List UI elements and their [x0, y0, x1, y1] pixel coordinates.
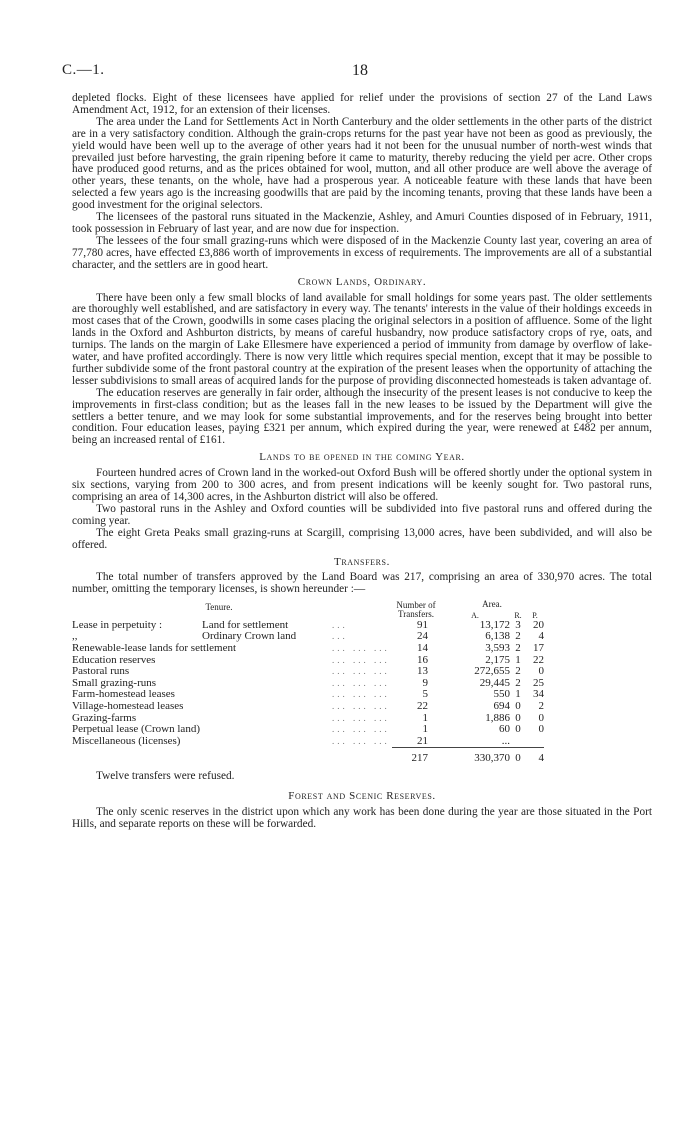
perches-cell: 0: [538, 665, 544, 678]
total-acres: 330,370: [440, 748, 510, 765]
tenure-cell: Farm-homestead leases: [72, 688, 175, 701]
roods-cell: 2: [515, 642, 521, 655]
roods-cell: 3: [515, 618, 521, 631]
page-header: [62, 62, 652, 82]
number-of-transfers-cell: 14: [417, 642, 428, 655]
leader-dots: ...: [332, 631, 348, 642]
heading-forest-scenic: Forest and Scenic Reserves.: [288, 789, 436, 802]
heading-lands-to-be-opened: Lands to be opened in the coming Year.: [259, 451, 465, 464]
acres-cell: 29,445: [479, 676, 510, 689]
tenure-subtype-cell: Land for settlement: [202, 618, 289, 631]
table-row: [46, 724, 544, 736]
heading-transfers: Transfers.: [334, 555, 390, 568]
perches-cell: 2: [538, 700, 544, 712]
tenure-cell: Miscellaneous (licenses): [72, 735, 181, 748]
tenure-cell: Grazing-farms: [72, 711, 137, 724]
leader-dots: ... ... ...: [332, 666, 390, 677]
leader-dots: ... ... ...: [332, 677, 390, 688]
roods-cell: 0: [515, 711, 521, 724]
number-of-transfers-cell: 5: [422, 688, 428, 701]
table-row: [46, 701, 544, 713]
column-area: Area.: [482, 599, 502, 610]
document-reference: C.—1.: [62, 62, 105, 78]
transfers-refused: Twelve transfers were refused.: [96, 769, 235, 782]
table-total-row: [46, 748, 544, 765]
leader-dots: ... ... ...: [332, 643, 390, 654]
number-of-transfers-cell: 1: [422, 711, 428, 724]
leader-dots: ... ... ...: [332, 736, 390, 747]
perches-cell: 34: [533, 688, 544, 701]
unit-acres: A.: [471, 610, 479, 620]
paragraph-p1: depleted flocks. Eight of these licensees have applied for relief under the provisions of section 27 of the Land Laws Amendment Act, 1912, for an extension of their licenses.: [72, 92, 652, 116]
acres-cell: ...: [501, 734, 510, 747]
tenure-cell: Pastoral runs: [72, 665, 130, 678]
page-number: 18: [352, 62, 368, 79]
paragraph-group-intro: [72, 93, 652, 272]
paragraph-p5: There have been only a few small blocks of land available for small holdings for some years past. The older settlements are thoroughly well established, and are satisfactory in every way. The tenants' interests in the value of their holdings exceeds in most cases that of the Crown, goodwills in some cases placing the original selectors in a position of affluence. Some of the light lands in the Oxford and Ashburton districts, by means of careful husbandry, now produce satisfactory crops of rye, oats, and turnips. The lands on the margin of Lake Ellesmere have experienced a period of immunity from damage by overflow of lake-water, and have profited accordingly. There is now very little which requires special mention, except that it may be possible to further subdivide some of the front pastoral country at the expiration of the present leases when the opportunity of attaching the lesser subdivisions to small areas of acquired lands for the purpose of providing disconnected homesteads is taken advantage of.: [72, 291, 652, 387]
number-of-transfers-cell: 24: [417, 630, 428, 643]
roods-cell: [510, 736, 526, 748]
leader-dots: ... ... ...: [332, 689, 390, 700]
transfers-intro: The total number of transfers approved by the Land Board was 217, comprising an area of 330,970 acres. The total number, omitting the temporary licenses, is shown hereunder :—: [72, 571, 652, 596]
paragraph-group-forest: [72, 807, 652, 831]
perches-cell: 4: [538, 630, 544, 643]
transfers-table: [46, 599, 544, 765]
perches-cell: 17: [533, 642, 544, 655]
number-of-transfers-cell: 22: [417, 700, 428, 712]
total-perches: 4: [526, 748, 544, 765]
column-number-of-transfers: Number of Transfers.: [396, 599, 436, 619]
leader-dots: ...: [332, 619, 348, 630]
body-text: [72, 93, 652, 831]
paragraph-p8: Two pastoral runs in the Ashley and Oxford counties will be subdivided into five pastoral runs and offered during the coming year.: [72, 502, 652, 527]
acres-cell: 60: [499, 723, 510, 736]
tenure-cell: Perpetual lease (Crown land): [72, 723, 200, 736]
unit-perches: P.: [532, 610, 538, 620]
roods-cell: 1: [515, 688, 521, 701]
unit-roods: R.: [514, 610, 522, 620]
acres-cell: 550: [493, 688, 510, 701]
number-of-transfers-cell: 13: [417, 665, 428, 678]
column-tenure: Tenure.: [205, 602, 233, 613]
paragraph-p6: The education reserves are generally in fair order, although the insecurity of the present leases is not conducive to keep the improvements in first-class condition; but as the leases fall in the new leases to be issued by the Department will give the settlers a better tenure, and we may look for some substantial improvements, and for the reserves being brought into better condition. Four education leases, paying £321 per annum, which expired during the year, were renewed at £482 per annum, being an increased rental of £161.: [72, 386, 652, 447]
table-row: [46, 643, 544, 655]
number-of-transfers-cell: 1: [422, 723, 428, 736]
roods-cell: 2: [515, 665, 521, 678]
roods-cell: 1: [515, 653, 521, 666]
table-row: [46, 736, 544, 748]
tenure-cell: Lease in perpetuity :: [72, 618, 163, 631]
leader-dots: ... ... ...: [332, 654, 390, 665]
acres-cell: 694: [493, 700, 510, 712]
perches-cell: 22: [533, 653, 544, 666]
perches-cell: 20: [533, 618, 544, 631]
heading-crown-lands: Crown Lands, Ordinary.: [297, 275, 427, 288]
leader-dots: ... ... ...: [332, 712, 390, 723]
leader-dots: ... ... ...: [332, 724, 390, 735]
paragraph-p3: The licensees of the pastoral runs situated in the Mackenzie, Ashley, and Amuri Counties disposed of in February, 1911, took possession in February of last year, and are now due for inspection.: [72, 211, 652, 235]
acres-cell: 2,175: [485, 653, 510, 666]
paragraph-group-lands-opened: [72, 468, 652, 551]
acres-cell: 13,172: [479, 618, 510, 631]
number-of-transfers-cell: 21: [417, 734, 428, 747]
paragraph-p4: The lessees of the four small grazing-runs which were disposed of in the Mackenzie County last year, covering an area of 77,780 acres, have effected £3,886 worth of improvements in excess of requirements. The improvements are all of a substantial character, and the settlers are in good heart.: [72, 234, 652, 271]
number-of-transfers-cell: 91: [417, 618, 428, 631]
tenure-subtype-cell: Ordinary Crown land: [202, 630, 297, 643]
number-of-transfers-cell: 16: [417, 653, 428, 666]
perches-cell: 25: [533, 676, 544, 689]
acres-cell: 3,593: [485, 642, 510, 655]
paragraph-group-crown-lands: [72, 293, 652, 448]
tenure-cell: ,,: [72, 630, 78, 643]
perches-cell: 0: [538, 723, 544, 736]
tenure-cell: Education reserves: [72, 653, 156, 666]
total-roods: 0: [510, 748, 526, 765]
perches-cell: 0: [538, 711, 544, 724]
paragraph-p2: The area under the Land for Settlements Act in North Canterbury and the older settlements in the other parts of the district are in a very satisfactory condition. Although the grain-crops returns for the past year have not been as good as previously, the yield would have been well up to the average of other years had it not been for the unusual number of north-west winds that prevailed just before harvesting, the grain ripening before it came to maturity, thereby reducing the yield per acre. Other crops have produced good returns, and as the prices obtained for wool, mutton, and all other produce are well above the average of other years, these tenants, on the whole, have had a prosperous year. A noticeable feature with these lands that have been selected a few years ago is the increasing goodwills that are paid by the incoming tenants, proving that these lands have been a good investment for the original selectors.: [72, 115, 652, 212]
acres-cell: 272,655: [474, 665, 510, 678]
roods-cell: 2: [515, 630, 521, 643]
acres-cell: 1,886: [485, 711, 510, 724]
tenure-cell: Village-homestead leases: [72, 700, 184, 712]
paragraph-p9: The eight Greta Peaks small grazing-runs at Scargill, comprising 13,000 acres, have been subdivided, and will also be offered.: [72, 526, 652, 551]
tenure-cell: Small grazing-runs: [72, 676, 157, 689]
number-of-transfers-cell: 9: [422, 676, 428, 689]
tenure-cell: Renewable-lease lands for settlement: [72, 642, 237, 655]
paragraph-p7: Fourteen hundred acres of Crown land in the worked-out Oxford Bush will be offered shortly under the optional system in six sections, varying from 200 to 300 acres, and from present indications will be keenly sought for. Two pastoral runs, comprising an area of 14,300 acres, in the Ashburton district will also be offered.: [72, 467, 652, 503]
roods-cell: 0: [515, 723, 521, 736]
total-number: 217: [392, 748, 440, 765]
paragraph-p10: The only scenic reserves in the district upon which any work has been done during the year are those situated in the Port Hills, and separate reports on these will be forwarded.: [72, 805, 652, 830]
leader-dots: ... ... ...: [332, 701, 390, 711]
roods-cell: 0: [515, 700, 521, 712]
perches-cell: [526, 736, 544, 748]
roods-cell: 2: [515, 676, 521, 689]
acres-cell: 6,138: [485, 630, 510, 643]
